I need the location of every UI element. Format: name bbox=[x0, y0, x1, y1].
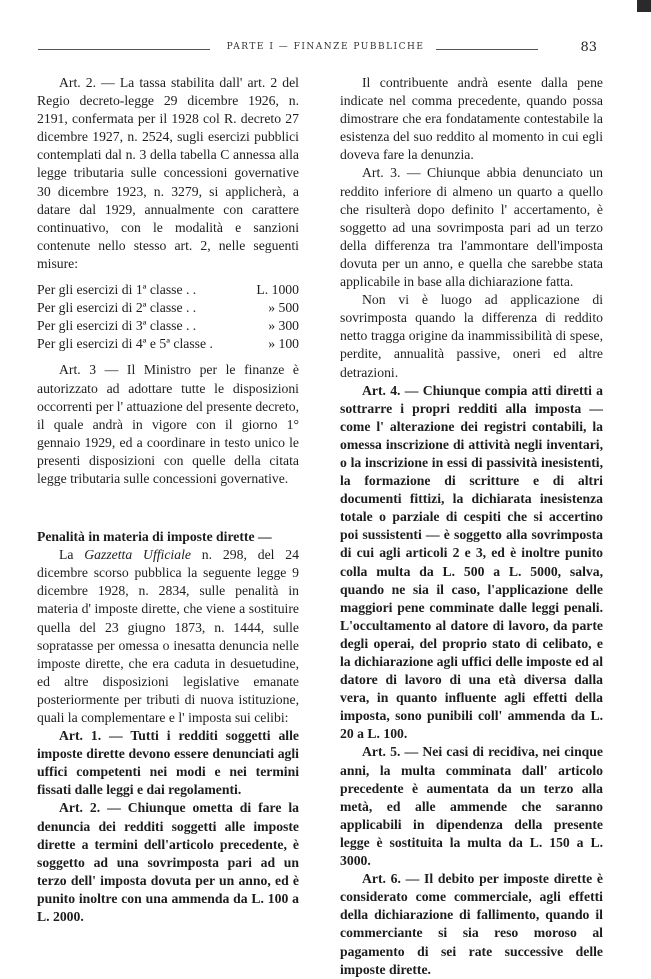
paragraph-art-5: Art. 5. — Nei casi di recidiva, nei cinque anni, la multa comminata dall' articolo precedente è aumentata da un terzo alla metà, ed alle ammende che saranno applicabili in dipendenza della presente legge è sostituita la multa da L. 150 a L. 3000. bbox=[340, 744, 603, 869]
tariff-table bbox=[37, 281, 299, 353]
header-rule-right bbox=[436, 49, 538, 50]
paragraph-gazzetta-intro bbox=[37, 546, 299, 727]
tariff-label: Per gli esercizi di 2ª classe . . bbox=[37, 300, 197, 316]
left-column bbox=[37, 74, 299, 926]
paragraph-sovrimposta: Non vi è luogo ad applicazione di sovrimposta quando la differenza di reddito netto tragga origine da inammissibilità di spese, perdite, annualità passive, oneri ed altre detrazioni. bbox=[340, 292, 603, 380]
page-number: 83 bbox=[580, 40, 597, 55]
section-heading-penalita bbox=[37, 528, 299, 546]
intro-rest: n. 298, del 24 dicembre scorso pubblica la seguente legge 9 dicembre 1928, n. 2834, sulle penalità in materia d' imposte dirette, che viene a sostituire quella del 23 giugno 1873, n. 1444, sulle sopratasse per omessa o inesatta denuncia nelle imposte dirette, che era caduta in desuetudine, ed altre disposizioni legislative emanate posteriormente per tributi di nuova istituzione, quali la complementare e l' imposta sui celibi: bbox=[37, 547, 299, 725]
tariff-row bbox=[37, 299, 299, 317]
page-header bbox=[0, 42, 651, 58]
tariff-label: Per gli esercizi di 4ª e 5ª classe . bbox=[37, 336, 213, 352]
paragraph-art-2-denuncia: Art. 2. — Chiunque ometta di fare la denuncia dei redditi soggetti alle imposte dirette a termini dell'articolo precedente, è soggetto ad una sovrimposta pari ad un terzo dell' imposta dovuta per un anno, ed è punito inoltre con una ammenda da L. 100 a L. 2000. bbox=[37, 800, 299, 925]
tariff-label: Per gli esercizi di 3ª classe . . bbox=[37, 318, 197, 334]
right-column bbox=[340, 74, 603, 979]
tariff-row bbox=[37, 317, 299, 335]
tariff-label: Per gli esercizi di 1ª classe . . bbox=[37, 282, 197, 298]
tariff-value: » 300 bbox=[268, 318, 299, 334]
paragraph-art-3-reddito: Art. 3. — Chiunque abbia denunciato un reddito inferiore di almeno un quarto a quello che risulterà dopo definito l' accertamento, è soggetto ad una sovrimposta pari ad un terzo della differenza tra l'ammontare dell'imposta dovuta per un anno, e quella che sarebbe stata applicabile in base alla dichiarazione fatta. bbox=[340, 165, 603, 290]
paragraph-art-6: Art. 6. — Il debito per imposte dirette è considerato come commerciale, agli effetti della dichiarazione di fallimento, quando il commerciante si sia reso moroso al pagamento di sei rate successive delle imposte dirette. bbox=[340, 871, 603, 977]
section-heading-text: Penalità in materia di imposte dirette — bbox=[37, 529, 272, 545]
paragraph-art-1: Art. 1. — Tutti i redditi soggetti alle imposte dirette devono essere denunciati agli uffici competenti nei modi e nei termini fissati dalle leggi e dai regolamenti. bbox=[37, 728, 299, 798]
tariff-row bbox=[37, 281, 299, 299]
running-head: PARTE I — FINANZE PUBBLICHE bbox=[226, 42, 425, 52]
paragraph-art-4: Art. 4. — Chiunque compia atti diretti a sottrarre i propri redditi alla imposta — come l' alterazione dei registri contabili, la omessa inscrizione di attività negli inventari, o la inscrizione in essi di passività inesistenti, la formazione di scritture e di altri documenti fittizi, la dichiarata inesistenza totale o parziale di cespiti che si accertino poi sussistenti — è soggetto alla sovrimposta di cui agli articoli 2 e 3, ed è inoltre punito colla multa da L. 500 a L. 5000, salva, quando ne sia il caso, l'applicazione delle maggiori pene comminate dalle leggi penali. L'occultamento al datore di lavoro, da parte degli operai, del proprio stato di celibato, e la dichiarazione agli uffici delle imposte ed al datore di lavoro di una età diversa dalla vera, in quanto influente agli effetti della imposta, sono punibili coll' ammenda da L. 20 a L. 100. bbox=[340, 382, 603, 742]
tariff-value: » 500 bbox=[268, 300, 299, 316]
tariff-value: L. 1000 bbox=[256, 282, 299, 298]
scan-edge-mark bbox=[637, 0, 651, 12]
intro-lead: La bbox=[59, 547, 85, 563]
publication-title: Gazzetta Ufficiale bbox=[84, 547, 191, 563]
paragraph-contribuente: Il contribuente andrà esente dalla pene indicate nel comma precedente, quando possa dimostrare che era fondatamente contestabile la esistenza del suo reddito al momento in cui egli doveva fare la denunzia. bbox=[340, 75, 603, 163]
paragraph-art-3-ministro: Art. 3 — Il Ministro per le finanze è autorizzato ad adottare tutte le disposizioni occorrenti per l' attuazione del presente decreto, il quale andrà in vigore con il giorno 1° gennaio 1929, ed a coordinare in testo unico le presenti disposizioni con quelle della citata legge tributaria sulle concessioni governative. bbox=[37, 362, 300, 486]
tariff-value: » 100 bbox=[268, 336, 299, 352]
tariff-row bbox=[37, 335, 299, 353]
paragraph-art-2-tassa: Art. 2. — La tassa stabilita dall' art. 2 del Regio decreto-legge 29 dicembre 1926, n. 2191, confermata per il 1928 col R. decreto 27 dicembre 1927, n. 2524, sugli esercizi pubblici contemplati dal n. 3 della tabella C annessa alla legge tributaria sulle concessioni governative 30 dicembre 1923, n. 3279, si applicherà, a datare dal 1929, annualmente con carattere continuativo, con le modalità e sanzioni contenute nello stesso art. 2, nelle seguenti misure: bbox=[37, 75, 299, 271]
